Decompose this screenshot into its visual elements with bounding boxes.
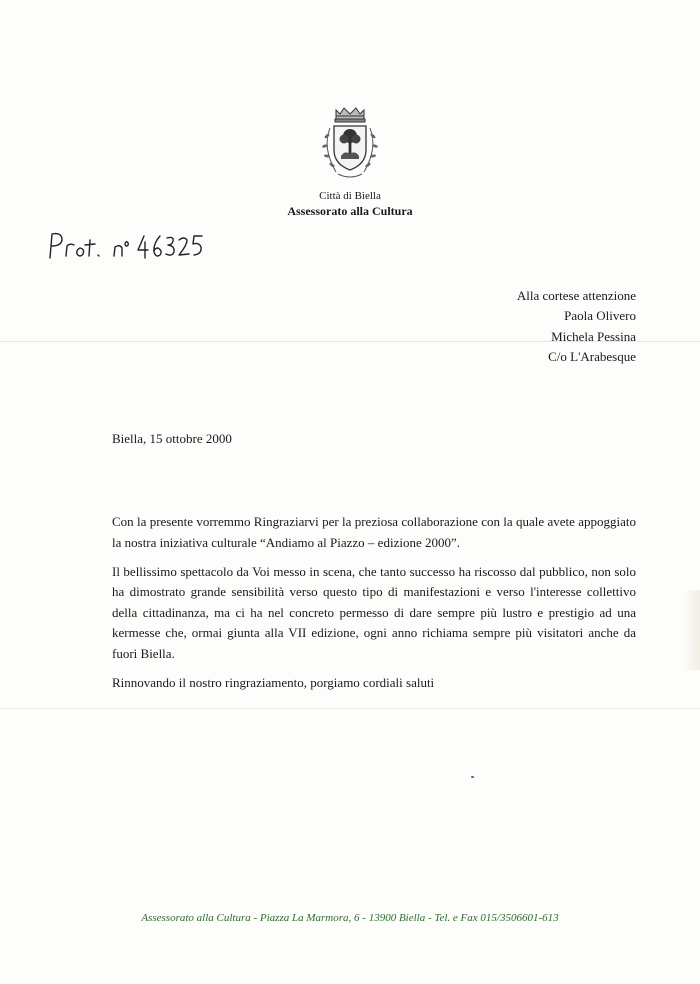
handwritten-protocol-note [46, 228, 206, 264]
recipient-line: Michela Pessina [551, 328, 636, 344]
recipient-line: Paola Olivero [564, 308, 636, 324]
recipient-block [440, 286, 636, 367]
recipient-line: C/o L'Arabesque [548, 348, 636, 364]
letter-body [112, 512, 636, 702]
recipient-line: Alla cortese attenzione [516, 288, 636, 303]
body-paragraph: Il bellissimo spettacolo da Voi messo in scena, che tanto successo ha riscosso dal pubblico, non solo ha dimostrato grande sensibilità verso questo tipo di manifestazioni e verso l'interesse collettivo della cittadinanza, ma ci ha nel concreto permesso di dare sempre più lustro e prestigio ad una kermesse che, ormai giunta alla VII edizione, ogni anno richiama sempre più visitatori anche da fuori Biella. [112, 563, 636, 661]
paper-edge-shade [684, 590, 700, 670]
department-name: Assessorato alla Cultura [287, 204, 413, 218]
scan-speck [471, 776, 474, 778]
fold-line [0, 708, 700, 709]
city-coat-of-arms-icon [312, 104, 388, 184]
footer-address: Assessorato alla Cultura - Piazza La Marmora, 6 - 13900 Biella - Tel. e Fax 015/3506601-613 [141, 912, 559, 924]
body-paragraph: Rinnovando il nostro ringraziamento, porgiamo cordiali saluti [112, 674, 435, 690]
city-name: Città di Biella [319, 190, 381, 202]
letter-date: Biella, 15 ottobre 2000 [112, 431, 232, 446]
body-paragraph: Con la presente vorremmo Ringraziarvi per la preziosa collaborazione con la quale avete appoggiato la nostra iniziativa culturale “Andiamo al Piazzo – edizione 2000”. [112, 514, 636, 550]
